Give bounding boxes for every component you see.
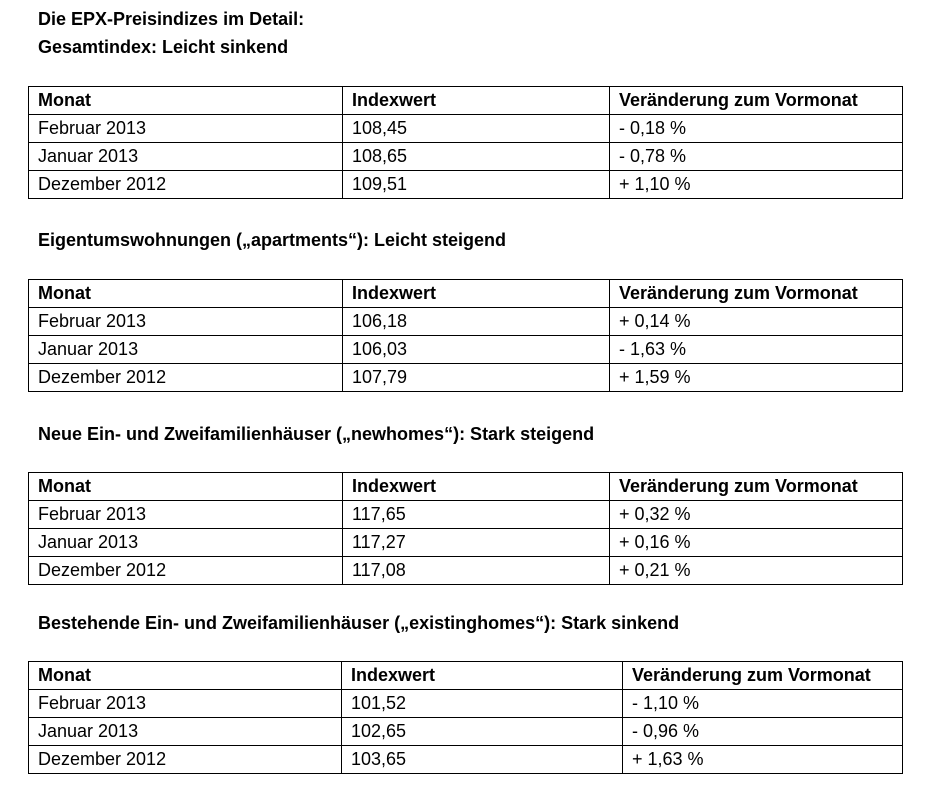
table-row	[29, 171, 903, 199]
column-header-veraenderung: Veränderung zum Vormonat	[610, 473, 903, 501]
cell-indexwert: 103,65	[342, 746, 623, 774]
cell-indexwert: 108,65	[343, 143, 610, 171]
cell-veraenderung: + 0,14 %	[610, 308, 903, 336]
existinghomes-heading: Bestehende Ein- und Zweifamilienhäuser („existinghomes“): Stark sinkend	[38, 613, 680, 633]
column-header-monat: Monat	[29, 87, 343, 115]
cell-monat: Dezember 2012	[29, 557, 343, 585]
cell-monat: Dezember 2012	[29, 364, 343, 392]
cell-monat: Januar 2013	[29, 718, 342, 746]
cell-veraenderung: + 1,59 %	[610, 364, 903, 392]
table-header-row	[29, 280, 903, 308]
table-row	[29, 746, 903, 774]
cell-monat: Februar 2013	[29, 501, 343, 529]
cell-veraenderung: + 1,63 %	[623, 746, 903, 774]
cell-monat: Februar 2013	[29, 115, 343, 143]
existinghomes-table	[28, 661, 903, 774]
column-header-indexwert: Indexwert	[343, 280, 610, 308]
cell-veraenderung: - 1,10 %	[623, 690, 903, 718]
apartments-table	[28, 279, 903, 392]
cell-veraenderung: + 0,16 %	[610, 529, 903, 557]
cell-indexwert: 106,03	[343, 336, 610, 364]
cell-indexwert: 106,18	[343, 308, 610, 336]
gesamtindex-table	[28, 86, 903, 199]
column-header-monat: Monat	[29, 280, 343, 308]
cell-monat: Dezember 2012	[29, 171, 343, 199]
column-header-indexwert: Indexwert	[343, 473, 610, 501]
column-header-veraenderung: Veränderung zum Vormonat	[610, 280, 903, 308]
apartments-heading: Eigentumswohnungen („apartments“): Leicht steigend	[38, 230, 507, 250]
table-row	[29, 336, 903, 364]
table-row	[29, 308, 903, 336]
column-header-monat: Monat	[29, 473, 343, 501]
cell-indexwert: 117,27	[343, 529, 610, 557]
table-row	[29, 718, 903, 746]
table-row	[29, 529, 903, 557]
cell-veraenderung: - 0,18 %	[610, 115, 903, 143]
cell-monat: Januar 2013	[29, 143, 343, 171]
table-row	[29, 501, 903, 529]
cell-monat: Dezember 2012	[29, 746, 342, 774]
cell-veraenderung: + 1,10 %	[610, 171, 903, 199]
table-row	[29, 364, 903, 392]
table-header-row	[29, 662, 903, 690]
cell-indexwert: 101,52	[342, 690, 623, 718]
cell-veraenderung: - 1,63 %	[610, 336, 903, 364]
table-header-row	[29, 473, 903, 501]
column-header-indexwert: Indexwert	[343, 87, 610, 115]
document-title: Die EPX-Preisindizes im Detail:	[38, 9, 305, 29]
cell-veraenderung: - 0,78 %	[610, 143, 903, 171]
newhomes-table	[28, 472, 903, 585]
column-header-indexwert: Indexwert	[342, 662, 623, 690]
table-header-row	[29, 87, 903, 115]
table-row	[29, 557, 903, 585]
column-header-monat: Monat	[29, 662, 342, 690]
cell-monat: Februar 2013	[29, 308, 343, 336]
cell-indexwert: 107,79	[343, 364, 610, 392]
table-row	[29, 115, 903, 143]
cell-monat: Februar 2013	[29, 690, 342, 718]
cell-veraenderung: + 0,32 %	[610, 501, 903, 529]
table-row	[29, 690, 903, 718]
gesamtindex-heading: Gesamtindex: Leicht sinkend	[38, 37, 289, 57]
cell-indexwert: 108,45	[343, 115, 610, 143]
cell-indexwert: 102,65	[342, 718, 623, 746]
cell-indexwert: 109,51	[343, 171, 610, 199]
column-header-veraenderung: Veränderung zum Vormonat	[610, 87, 903, 115]
table-row	[29, 143, 903, 171]
column-header-veraenderung: Veränderung zum Vormonat	[623, 662, 903, 690]
cell-indexwert: 117,08	[343, 557, 610, 585]
cell-veraenderung: + 0,21 %	[610, 557, 903, 585]
cell-monat: Januar 2013	[29, 336, 343, 364]
cell-veraenderung: - 0,96 %	[623, 718, 903, 746]
cell-indexwert: 117,65	[343, 501, 610, 529]
newhomes-heading: Neue Ein- und Zweifamilienhäuser („newhomes“): Stark steigend	[38, 424, 595, 444]
cell-monat: Januar 2013	[29, 529, 343, 557]
